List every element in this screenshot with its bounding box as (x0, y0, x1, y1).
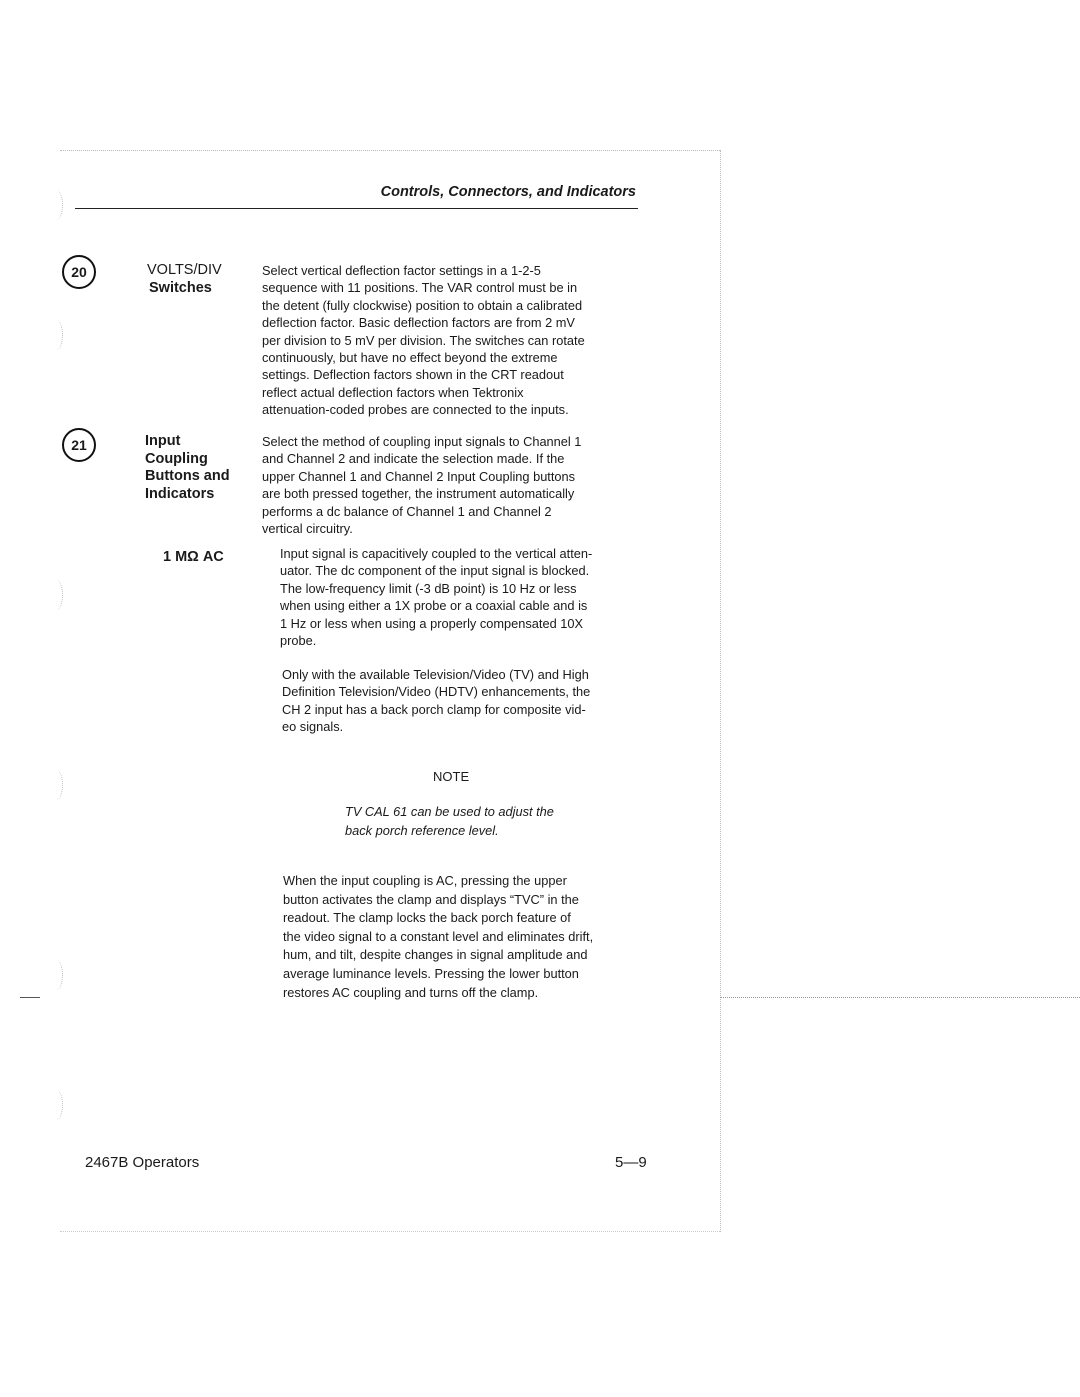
label-line: Switches (149, 279, 212, 296)
text-line: hum, and tilt, despite changes in signal amplitude and (283, 947, 588, 963)
label-line: Input (145, 433, 181, 449)
text-line: TV CAL 61 can be used to adjust the (345, 804, 554, 819)
binding-hole (50, 1090, 63, 1120)
scan-border-top (60, 150, 720, 151)
binding-hole (50, 580, 63, 610)
text-line: vertical circuitry. (262, 521, 353, 537)
text-line: are both pressed together, the instrument automatically (262, 486, 575, 502)
item-description (262, 262, 585, 419)
sub-item-paragraph (282, 666, 590, 736)
footer-page-number: 5—9 (615, 1154, 647, 1171)
footer-manual-title: 2467B Operators (85, 1154, 200, 1171)
text-line: button activates the clamp and displays “TVC” in the (283, 891, 579, 907)
text-line: per division to 5 mV per division. The switches can rotate (262, 332, 585, 348)
text-line: restores AC coupling and turns off the clamp. (283, 984, 539, 1000)
text-line: the detent (fully clockwise) position to obtain a calibrated (262, 297, 583, 313)
sub-item-label: 1 MΩ AC (163, 549, 224, 565)
binding-hole (50, 770, 63, 800)
scan-edge-line (720, 997, 1080, 998)
item-label (147, 262, 222, 297)
text-line: probe. (280, 633, 317, 649)
text-line: settings. Deflection factors shown in the CRT readout (262, 367, 564, 383)
text-line: 1 Hz or less when using a properly compensated 10X (280, 615, 584, 631)
text-line: average luminance levels. Pressing the lower button (283, 965, 579, 981)
text-line: eo signals. (282, 719, 344, 735)
text-line: readout. The clamp locks the back porch feature of (283, 910, 571, 926)
text-line: the video signal to a constant level and eliminates drift, (283, 928, 594, 944)
sub-item-paragraph (280, 545, 592, 649)
binding-hole (50, 320, 63, 350)
label-line: Buttons and (145, 468, 230, 484)
note-text (345, 802, 554, 840)
text-line: The low-frequency limit (-3 dB point) is 10 Hz or less (280, 580, 577, 596)
text-line: upper Channel 1 and Channel 2 Input Coupling buttons (262, 468, 576, 484)
clamp-paragraph (283, 872, 593, 1002)
text-line: uator. The dc component of the input signal is blocked. (280, 563, 590, 579)
item-description (262, 433, 581, 537)
text-line: Definition Television/Video (HDTV) enhancements, the (282, 684, 591, 700)
scan-border-right (720, 150, 721, 1232)
text-line: performs a dc balance of Channel 1 and Channel 2 (262, 503, 552, 519)
text-line: Only with the available Television/Video (TV) and High (282, 667, 589, 682)
text-line: and Channel 2 and indicate the selection made. If the (262, 451, 565, 467)
text-line: back porch reference level. (345, 823, 499, 838)
text-line: continuously, but have no effect beyond the extreme (262, 350, 558, 366)
item-number-badge: 20 (62, 255, 96, 289)
text-line: reflect actual deflection factors when Tektronix (262, 384, 524, 400)
label-line: Indicators (145, 485, 215, 502)
item-label (145, 433, 230, 503)
item-number-badge: 21 (62, 428, 96, 462)
scan-border-bottom (60, 1231, 720, 1232)
text-line: when using either a 1X probe or a coaxial cable and is (280, 598, 588, 614)
scan-edge-tick (20, 997, 40, 998)
section-header: Controls, Connectors, and Indicators (380, 184, 636, 200)
binding-hole (50, 960, 63, 990)
text-line: attenuation-coded probes are connected to the inputs. (262, 402, 569, 418)
text-line: CH 2 input has a back porch clamp for composite vid- (282, 701, 586, 717)
label-line: VOLTS/DIV (147, 262, 222, 278)
binding-hole (50, 190, 63, 220)
header-rule (75, 208, 638, 209)
text-line: Select the method of coupling input signals to Channel 1 (262, 434, 582, 449)
text-line: deflection factor. Basic deflection factors are from 2 mV (262, 315, 575, 331)
text-line: When the input coupling is AC, pressing the upper (283, 873, 567, 888)
text-line: Select vertical deflection factor settings in a 1-2-5 (262, 263, 541, 278)
label-line: Coupling (145, 450, 208, 467)
text-line: sequence with 11 positions. The VAR control must be in (262, 280, 578, 296)
text-line: Input signal is capacitively coupled to the vertical atten- (280, 546, 593, 561)
note-title: NOTE (433, 769, 470, 784)
